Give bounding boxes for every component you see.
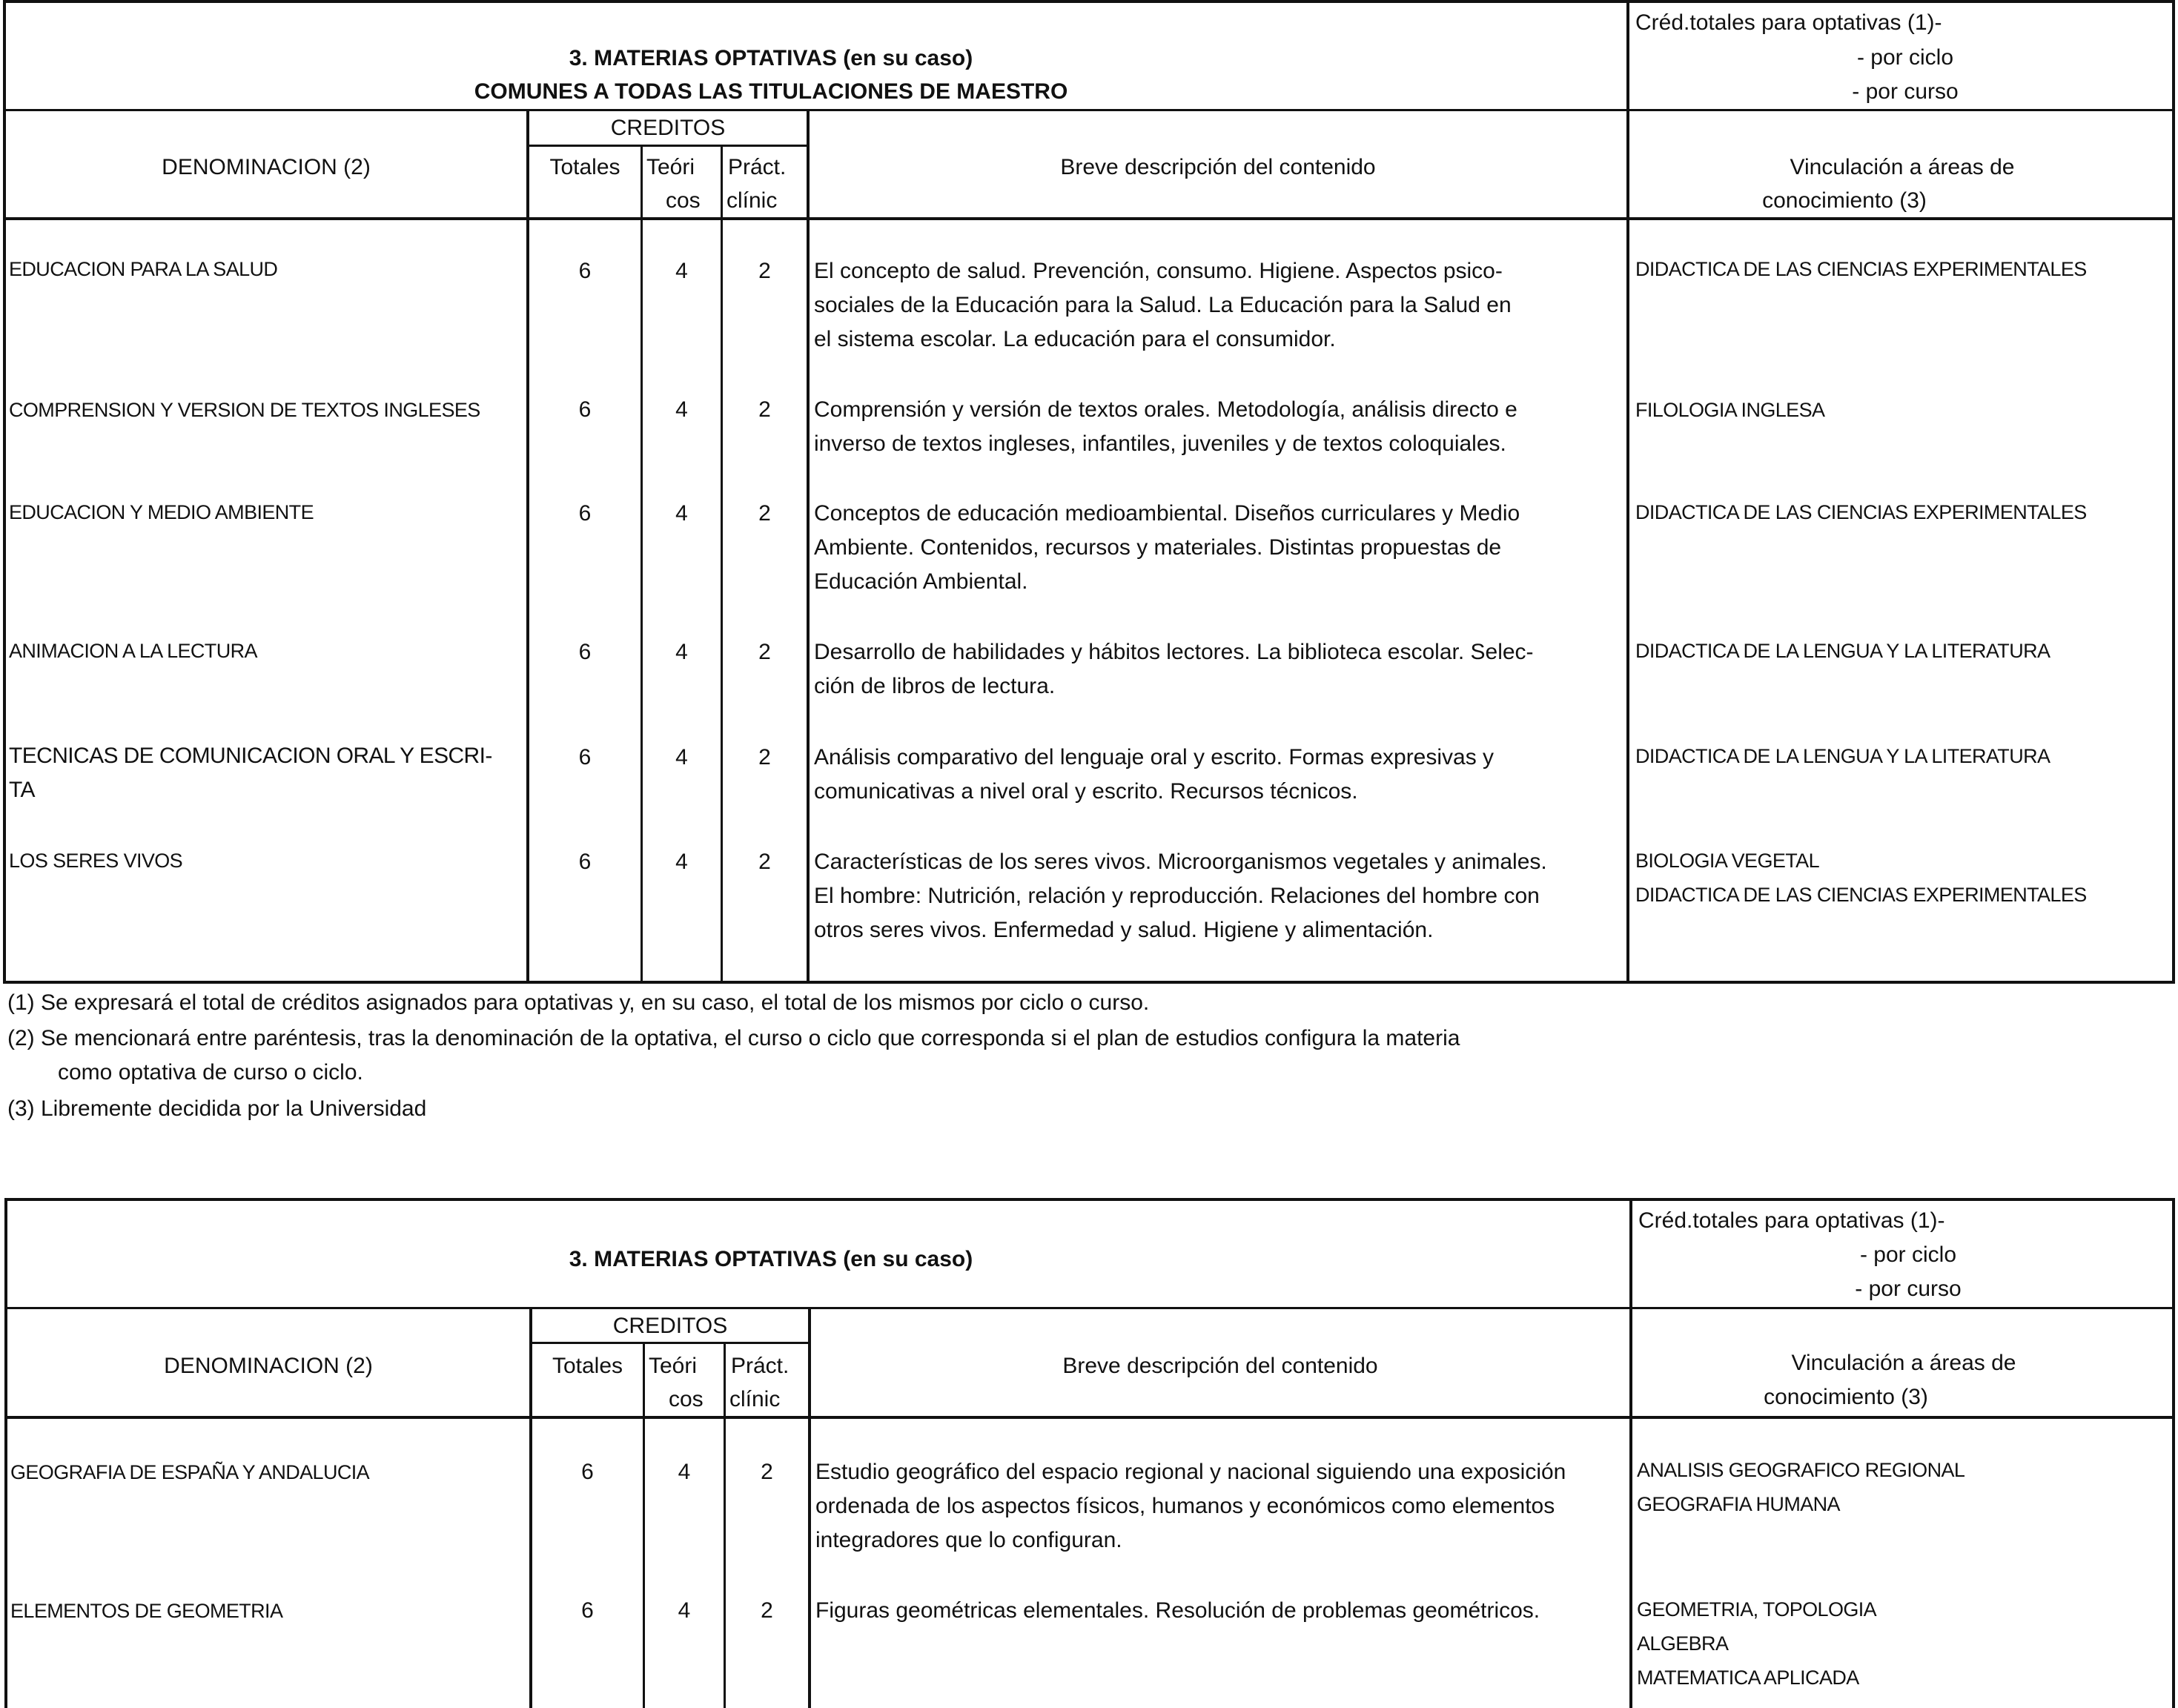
row-descripcion: Conceptos de educación medioambiental. Diseños curriculares y Medio Ambiente. Contenidos, recursos y materiales. Distintas propuestas de Educación Ambiental. bbox=[814, 501, 1520, 594]
row-areas: ANALISIS GEOGRAFICO REGIONAL GEOGRAFIA HUMANA bbox=[1637, 1459, 1965, 1515]
cred-por-ciclo: - por ciclo bbox=[1856, 45, 1954, 70]
row-areas: FILOLOGIA INGLESA bbox=[1635, 399, 1825, 421]
header-vinculacion-1: Vinculación a áreas de bbox=[1791, 1351, 2016, 1375]
table-2-title: 3. MATERIAS OPTATIVAS (en su caso) bbox=[569, 1247, 973, 1271]
row-denominacion: GEOGRAFIA DE ESPAÑA Y ANDALUCIA bbox=[10, 1461, 370, 1483]
row-areas: BIOLOGIA VEGETAL DIDACTICA DE LAS CIENCIAS EXPERIMENTALES bbox=[1635, 850, 2087, 906]
row-practicos: 2 bbox=[761, 1460, 773, 1484]
row-practicos: 2 bbox=[758, 501, 771, 526]
row-denominacion: TECNICAS DE COMUNICACION ORAL Y ESCRI- TA bbox=[9, 744, 492, 802]
row-teoricos: 4 bbox=[675, 850, 688, 874]
header-creditos: CREDITOS bbox=[610, 116, 726, 140]
row-practicos: 2 bbox=[761, 1598, 773, 1623]
row-denominacion: LOS SERES VIVOS bbox=[9, 850, 183, 872]
header-teoricos-2: cos bbox=[669, 1387, 704, 1411]
row-teoricos: 4 bbox=[675, 745, 688, 769]
header-vinculacion-2: conocimiento (3) bbox=[1762, 188, 1927, 213]
row-totales: 6 bbox=[578, 640, 592, 664]
row-totales: 6 bbox=[578, 745, 592, 769]
row-descripcion: Comprensión y versión de textos orales. Metodología, análisis directo e inverso de textos ingleses, infantiles, juveniles y de textos coloquiales. bbox=[814, 397, 1517, 456]
cred-totales-label: Créd.totales para optativas (1)- bbox=[1638, 1208, 1945, 1233]
header-denominacion: DENOMINACION (2) bbox=[162, 155, 371, 179]
row-totales: 6 bbox=[578, 501, 592, 526]
row-denominacion: EDUCACION Y MEDIO AMBIENTE bbox=[9, 501, 314, 523]
row-descripcion: El concepto de salud. Prevención, consumo. Higiene. Aspectos psico- sociales de la Educación para la Salud. La Educación para la Salud en el sistema escolar. La educación para el consumidor. bbox=[814, 259, 1512, 351]
table-1-title: 3. MATERIAS OPTATIVAS (en su caso) bbox=[569, 46, 973, 70]
row-teoricos: 4 bbox=[678, 1460, 691, 1484]
cred-por-curso: - por curso bbox=[1855, 1277, 1962, 1301]
footnote-2: (2) Se mencionará entre paréntesis, tras la denominación de la optativa, el curso o ciclo que corresponda si el plan de estudios configura la materia bbox=[7, 1026, 1460, 1050]
row-totales: 6 bbox=[578, 850, 592, 874]
header-teoricos-2: cos bbox=[666, 188, 701, 213]
row-totales: 6 bbox=[581, 1460, 594, 1484]
row-denominacion: ANIMACION A LA LECTURA bbox=[9, 640, 257, 662]
row-teoricos: 4 bbox=[675, 501, 688, 526]
row-teoricos: 4 bbox=[675, 259, 688, 283]
row-descripcion: Desarrollo de habilidades y hábitos lectores. La biblioteca escolar. Selec- ción de libros de lectura. bbox=[814, 640, 1534, 698]
header-totales: Totales bbox=[552, 1354, 623, 1378]
footnote-2-continued: como optativa de curso o ciclo. bbox=[58, 1060, 363, 1085]
header-creditos: CREDITOS bbox=[612, 1314, 728, 1338]
row-practicos: 2 bbox=[758, 850, 771, 874]
footnote-3: (3) Libremente decidida por la Universidad bbox=[7, 1096, 427, 1121]
row-teoricos: 4 bbox=[678, 1598, 691, 1623]
row-totales: 6 bbox=[581, 1598, 594, 1623]
footnote-1: (1) Se expresará el total de créditos asignados para optativas y, en su caso, el total de los mismos por ciclo o curso. bbox=[7, 990, 1150, 1015]
row-descripcion: Características de los seres vivos. Microorganismos vegetales y animales. El hombre: Nutrición, relación y reproducción. Relaciones del hombre con otros seres vivos. Enfermedad y salud. Higiene y alimentación. bbox=[814, 850, 1547, 942]
header-breve-descripcion: Breve descripción del contenido bbox=[1062, 1354, 1378, 1378]
header-practicos-1: Práct. bbox=[731, 1354, 790, 1378]
row-teoricos: 4 bbox=[675, 640, 688, 664]
header-denominacion: DENOMINACION (2) bbox=[164, 1354, 373, 1378]
cred-por-ciclo: - por ciclo bbox=[1859, 1242, 1957, 1267]
row-denominacion: COMPRENSION Y VERSION DE TEXTOS INGLESES bbox=[9, 399, 480, 421]
row-descripcion: Análisis comparativo del lenguaje oral y escrito. Formas expresivas y comunicativas a nivel oral y escrito. Recursos técnicos. bbox=[814, 745, 1495, 804]
header-totales: Totales bbox=[549, 155, 620, 179]
row-practicos: 2 bbox=[758, 397, 771, 422]
row-areas: DIDACTICA DE LA LENGUA Y LA LITERATURA bbox=[1635, 640, 2050, 662]
header-teoricos-1: Teóri bbox=[646, 155, 695, 179]
row-descripcion: Figuras geométricas elementales. Resolución de problemas geométricos. bbox=[815, 1598, 1540, 1623]
row-practicos: 2 bbox=[758, 259, 771, 283]
cred-totales-label: Créd.totales para optativas (1)- bbox=[1635, 10, 1942, 35]
row-totales: 6 bbox=[578, 397, 592, 422]
row-descripcion: Estudio geográfico del espacio regional y nacional siguiendo una exposición ordenada de los aspectos físicos, humanos y económicos como elementos integradores que lo configuran. bbox=[815, 1460, 1566, 1552]
header-breve-descripcion: Breve descripción del contenido bbox=[1060, 155, 1376, 179]
row-practicos: 2 bbox=[758, 745, 771, 769]
cred-por-curso: - por curso bbox=[1852, 79, 1959, 104]
row-areas: DIDACTICA DE LAS CIENCIAS EXPERIMENTALES bbox=[1635, 258, 2087, 280]
row-denominacion: ELEMENTOS DE GEOMETRIA bbox=[10, 1600, 283, 1622]
row-teoricos: 4 bbox=[675, 397, 688, 422]
row-areas: GEOMETRIA, TOPOLOGIA ALGEBRA MATEMATICA APLICADA bbox=[1637, 1598, 1877, 1689]
row-denominacion: EDUCACION PARA LA SALUD bbox=[9, 258, 278, 280]
header-practicos-1: Práct. bbox=[728, 155, 787, 179]
header-vinculacion-2: conocimiento (3) bbox=[1764, 1385, 1928, 1409]
header-teoricos-1: Teóri bbox=[649, 1354, 698, 1378]
header-vinculacion-1: Vinculación a áreas de bbox=[1790, 155, 2015, 179]
table-1-subtitle: COMUNES A TODAS LAS TITULACIONES DE MAESTRO bbox=[474, 79, 1068, 104]
row-areas: DIDACTICA DE LAS CIENCIAS EXPERIMENTALES bbox=[1635, 501, 2087, 523]
row-totales: 6 bbox=[578, 259, 592, 283]
header-practicos-2: clínic bbox=[726, 188, 778, 213]
header-practicos-2: clínic bbox=[729, 1387, 781, 1411]
row-areas: DIDACTICA DE LA LENGUA Y LA LITERATURA bbox=[1635, 745, 2050, 767]
row-practicos: 2 bbox=[758, 640, 771, 664]
